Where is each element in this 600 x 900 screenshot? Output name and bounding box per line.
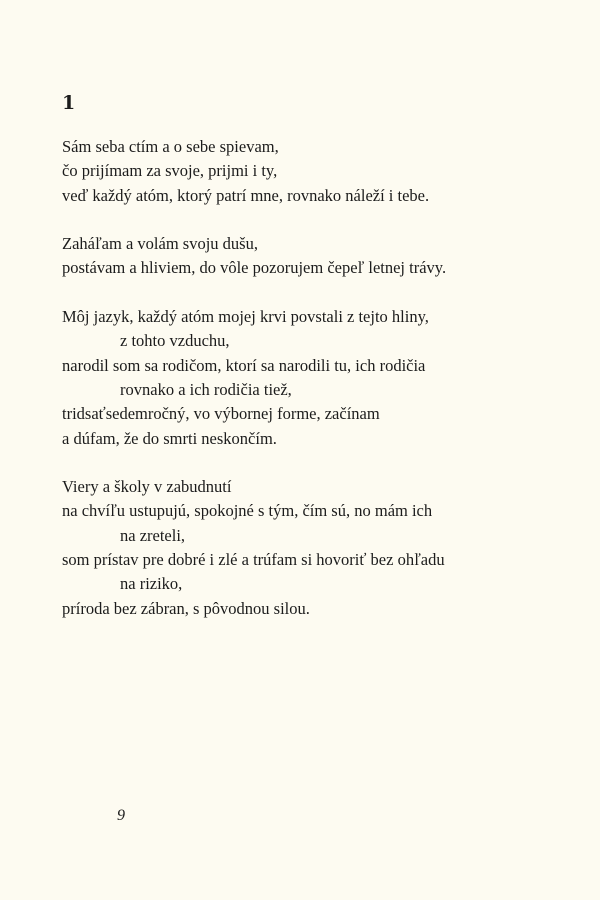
poem-line: na chvíľu ustupujú, spokojné s tým, čím sú, no mám ich bbox=[62, 501, 433, 521]
stanza bbox=[62, 305, 582, 451]
poem-line: veď každý atóm, ktorý patrí mne, rovnako náleží i tebe. bbox=[62, 185, 430, 205]
poem-line: postávam a hliviem, do vôle pozorujem čepeľ letnej trávy. bbox=[62, 258, 447, 278]
poem-line: príroda bez zábran, s pôvodnou silou. bbox=[62, 598, 310, 618]
poem-line-continuation: rovnako a ich rodičia tiež, bbox=[120, 379, 292, 399]
page-number: 9 bbox=[117, 807, 125, 824]
section-number: 1 bbox=[62, 92, 76, 114]
poem-line-continuation: na zreteli, bbox=[120, 525, 186, 545]
poem-line: narodil som sa rodičom, ktorí sa narodili tu, ich rodičia bbox=[62, 355, 426, 375]
poem-line: tridsaťsedemročný, vo výbornej forme, začínam bbox=[62, 404, 380, 424]
poem-line: Môj jazyk, každý atóm mojej krvi povstali z tejto hliny, bbox=[62, 307, 429, 327]
poem-line: Sám seba ctím a o sebe spievam, bbox=[62, 137, 279, 156]
stanza bbox=[62, 135, 582, 208]
poem-line: a dúfam, že do smrti neskončím. bbox=[62, 428, 277, 448]
poem-line: Viery a školy v zabudnutí bbox=[62, 477, 232, 497]
poem-line-continuation: z tohto vzduchu, bbox=[120, 331, 230, 351]
poem-body bbox=[62, 135, 582, 645]
poem-line: Zaháľam a volám svoju dušu, bbox=[62, 234, 258, 254]
poem-line: som prístav pre dobré i zlé a trúfam si hovoriť bez ohľadu bbox=[62, 550, 445, 570]
poem-line-continuation: na riziko, bbox=[120, 574, 183, 594]
stanza bbox=[62, 232, 582, 281]
stanza bbox=[62, 475, 582, 621]
poem-line: čo prijímam za svoje, prijmi i ty, bbox=[62, 161, 278, 181]
